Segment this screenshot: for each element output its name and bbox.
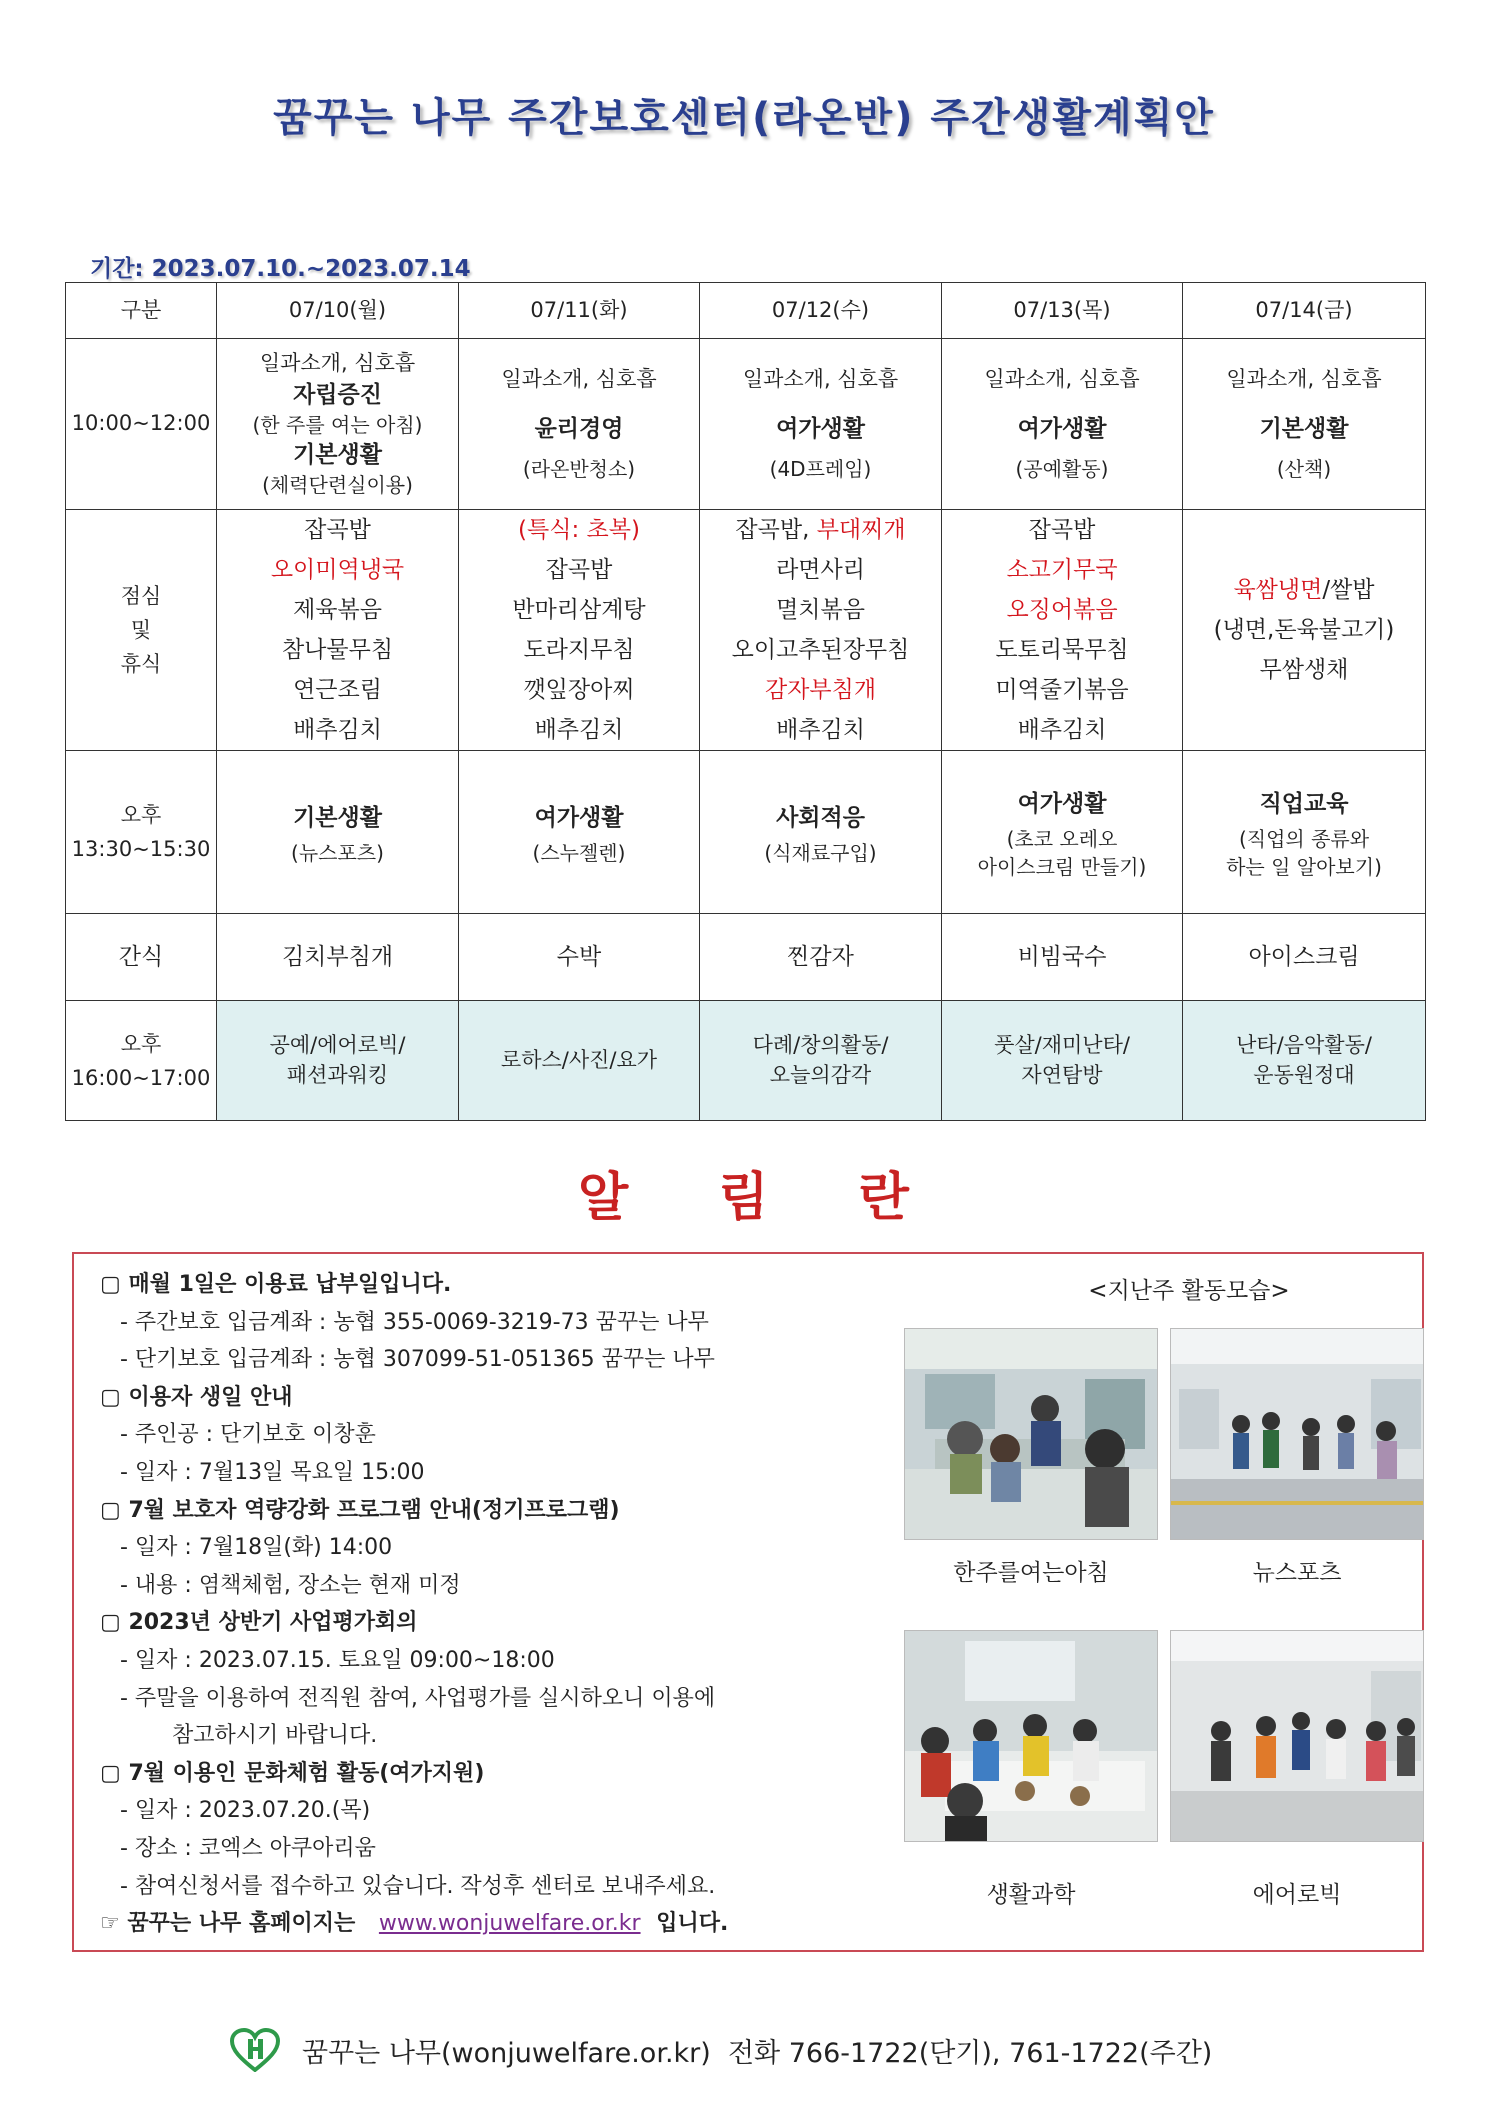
notice-detail: - 일자 : 2023.07.15. 토요일 09:00~18:00 [120,1647,555,1673]
footer [230,2028,1212,2072]
photo-caption: 생활과학 [986,1882,1076,1908]
notice-detail: - 주인공 : 단기보호 이창훈 [120,1422,376,1448]
notice-detail: - 일자 : 7월13일 목요일 15:00 [120,1459,425,1485]
morning-row [66,339,1426,510]
lunch-thu: 잡곡밥 소고기무국 오징어볶음 도토리묵무침 미역줄기볶음 배추김치 [942,510,1183,751]
homepage-link[interactable]: www.wonjuwelfare.or.kr [378,1911,641,1937]
heart-logo-icon [230,2028,280,2072]
afternoon-thu: 여가생활 (초코 오레오 아이스크림 만들기) [942,751,1183,914]
lunch-row [66,510,1426,751]
notice-list [100,1266,920,1943]
snack-wed: 찐감자 [700,914,942,1001]
header-cell: 구분 [66,283,217,339]
notice-box [72,1252,1424,1952]
notice-detail: - 내용 : 염책체험, 장소는 현재 미정 [120,1572,461,1598]
afternoon-mon: 기본생활 (뉴스포츠) [217,751,459,914]
notice-item: ▢ 2023년 상반기 사업평가회의 [100,1610,418,1636]
page-title: 꿈꾸는 나무 주간보호센터(라온반) 주간생활계획안 [273,95,1215,141]
header-cell: 07/13(목) [942,283,1183,339]
morning-thu: 일과소개, 심호흡 여가생활 (공예활동) [942,339,1183,510]
morning-fri: 일과소개, 심호흡 기본생활 (산책) [1183,339,1426,510]
evening-wed: 다례/창의활동/ 오늘의감각 [700,1001,942,1121]
afternoon-label: 오후 13:30~15:30 [66,751,217,914]
photo-sports [1171,1329,1424,1540]
photo-science [905,1631,1158,1842]
snack-fri: 아이스크림 [1183,914,1426,1001]
snack-thu: 비빔국수 [942,914,1183,1001]
header-cell: 07/14(금) [1183,283,1426,339]
header-cell: 07/11(화) [459,283,700,339]
notice-detail: - 단기보호 입금계좌 : 농협 307099-51-051365 꿈꾸는 나무 [120,1347,715,1373]
photo-caption: 한주를여는아침 [953,1560,1109,1586]
header-row [66,283,1426,339]
homepage-line: ☞ 꿈꾸는 나무 홈페이지는 www.wonjuwelfare.or.kr 입니다. [100,1911,729,1937]
snack-mon: 김치부침개 [217,914,459,1001]
header-cell: 07/12(수) [700,283,942,339]
evening-tue: 로하스/사진/요가 [459,1001,700,1121]
photo-classroom [905,1329,1158,1540]
notice-heading: 알 림 란 [578,1168,910,1228]
evening-row [66,1001,1426,1121]
afternoon-row [66,751,1426,914]
lunch-fri: 육쌈냉면/쌀밥 (냉면,돈육불고기) 무쌈생채 [1183,510,1426,751]
weekly-schedule-table [65,282,1426,1121]
activity-photo [1170,1328,1424,1540]
activity-photo [1170,1630,1424,1842]
gallery-title: <지난주 활동모습> [1088,1278,1290,1304]
header-cell: 07/10(월) [217,283,459,339]
notice-detail: - 일자 : 7월18일(화) 14:00 [120,1535,393,1561]
afternoon-fri: 직업교육 (직업의 종류와 하는 일 알아보기) [1183,751,1426,914]
notice-item: ▢ 이용자 생일 안내 [100,1384,293,1410]
activity-photo [904,1630,1158,1842]
lunch-label: 점심 및 휴식 [66,510,217,751]
notice-item: ▢ 7월 이용인 문화체험 활동(여가지원) [100,1760,485,1786]
evening-mon: 공예/에어로빅/ 패션과워킹 [217,1001,459,1121]
photo-caption: 뉴스포츠 [1252,1560,1342,1586]
evening-fri: 난타/음악활동/ 운동원정대 [1183,1001,1426,1121]
activity-photo [904,1328,1158,1540]
notice-item: ▢ 매월 1일은 이용료 납부일입니다. [100,1272,452,1297]
notice-detail: - 참여신청서를 접수하고 있습니다. 작성후 센터로 보내주세요. [120,1873,716,1899]
lunch-mon: 잡곡밥 오이미역냉국 제육볶음 참나물무침 연근조림 배추김치 [217,510,459,751]
lunch-tue: (특식: 초복) 잡곡밥 반마리삼계탕 도라지무침 깻잎장아찌 배추김치 [459,510,700,751]
notice-detail: - 주간보호 입금계좌 : 농협 355-0069-3219-73 꿈꾸는 나무 [120,1309,709,1335]
morning-wed: 일과소개, 심호흡 여가생활 (4D프레임) [700,339,942,510]
notice-detail: - 주말을 이용하여 전직원 참여, 사업평가를 실시하오니 이용에 [120,1685,716,1711]
photo-caption: 에어로빅 [1252,1882,1342,1908]
photo-aerobics [1171,1631,1424,1842]
notice-detail: - 일자 : 2023.07.20.(목) [120,1798,371,1824]
morning-tue: 일과소개, 심호흡 윤리경영 (라온반청소) [459,339,700,510]
notice-detail: - 장소 : 코엑스 아쿠아리움 [120,1835,376,1861]
snack-row [66,914,1426,1001]
evening-label: 오후 16:00~17:00 [66,1001,217,1121]
afternoon-tue: 여가생활 (스누젤렌) [459,751,700,914]
notice-detail: 참고하시기 바랍니다. [172,1723,378,1749]
morning-label: 10:00~12:00 [66,339,217,510]
snack-label: 간식 [66,914,217,1001]
morning-mon: 일과소개, 심호흡 자립증진 (한 주를 여는 아침) 기본생활 (체력단련실이용) [217,339,459,510]
lunch-wed: 잡곡밥, 부대찌개 라면사리 멸치볶음 오이고추된장무침 감자부침개 배추김치 [700,510,942,751]
notice-item: ▢ 7월 보호자 역량강화 프로그램 안내(정기프로그램) [100,1497,620,1523]
footer-contact: 꿈꾸는 나무(wonjuwelfare.or.kr) 전화 766-1722(단기), 761-1722(주간) [302,2037,1213,2069]
afternoon-wed: 사회적응 (식재료구입) [700,751,942,914]
schedule-period: 기간: 2023.07.10.~2023.07.14 [90,256,471,282]
evening-thu: 풋살/재미난타/ 자연탐방 [942,1001,1183,1121]
snack-tue: 수박 [459,914,700,1001]
